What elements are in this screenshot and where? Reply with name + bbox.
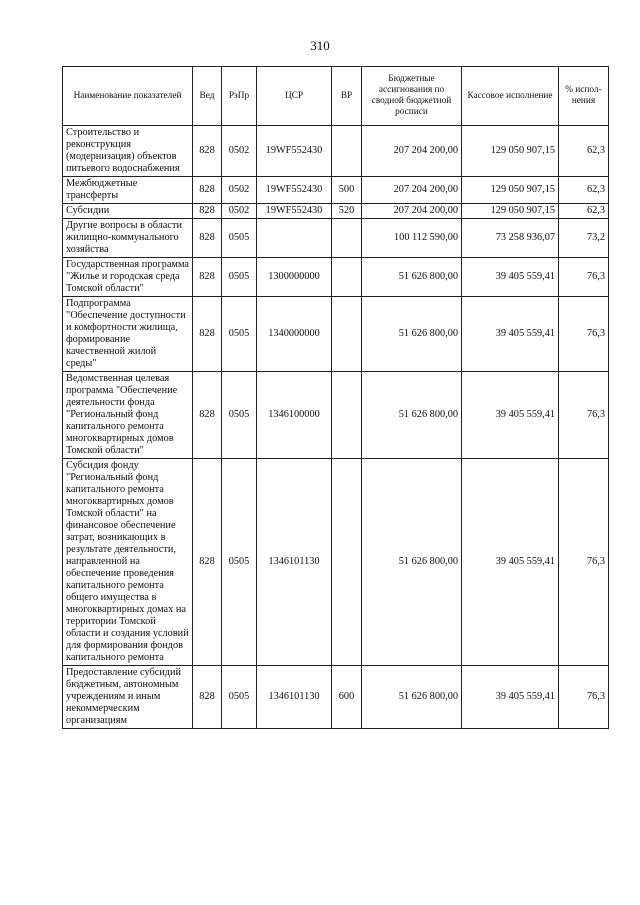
row-csr: 19WF552430 (257, 204, 332, 219)
row-vr (332, 258, 362, 297)
row-cash: 129 050 907,15 (462, 204, 559, 219)
row-rzpr: 0505 (222, 219, 257, 258)
row-name: Подпрограмма "Обеспечение доступности и комфортности жилища, формирование качественной жилой среды" (63, 297, 193, 372)
row-ved: 828 (193, 258, 222, 297)
row-csr: 19WF552430 (257, 126, 332, 177)
table-row (63, 177, 609, 204)
row-name: Строительство и реконструкция (модернизация) объектов питьевого водоснабжения (63, 126, 193, 177)
row-pct: 62,3 (559, 204, 609, 219)
table-row (63, 204, 609, 219)
row-vr: 500 (332, 177, 362, 204)
row-cash: 73 258 936,07 (462, 219, 559, 258)
header-csr: ЦСР (257, 67, 332, 126)
row-rzpr: 0502 (222, 177, 257, 204)
row-vr (332, 219, 362, 258)
table-row (63, 372, 609, 459)
row-vr (332, 459, 362, 666)
row-csr: 1346101130 (257, 459, 332, 666)
page-number: 310 (310, 38, 330, 53)
row-ved: 828 (193, 204, 222, 219)
row-name: Субсидия фонду "Региональный фонд капитального ремонта многоквартирных домов Томской области" на финансовое обеспечение затрат, возникающих в результате деятельности, направленной на обеспечение проведения капитального ремонта общего имущества в многоквартирных домах на территории Томской области и создания условий для формирования фондов капитального ремонта (63, 459, 193, 666)
header-budget: Бюджетные ассигнования по сводной бюджетной росписи (362, 67, 462, 126)
header-name: Наименование показателей (63, 67, 193, 126)
table-header-row (63, 67, 609, 126)
row-vr (332, 297, 362, 372)
row-name: Государственная программа "Жилье и городская среда Томской области" (63, 258, 193, 297)
row-name: Межбюджетные трансферты (63, 177, 193, 204)
header-rzpr: РзПр (222, 67, 257, 126)
row-csr (257, 219, 332, 258)
row-budget: 51 626 800,00 (362, 372, 462, 459)
row-budget: 51 626 800,00 (362, 459, 462, 666)
row-rzpr: 0505 (222, 297, 257, 372)
table-row (63, 258, 609, 297)
row-ved: 828 (193, 126, 222, 177)
row-ved: 828 (193, 666, 222, 729)
row-budget: 51 626 800,00 (362, 297, 462, 372)
row-csr: 1340000000 (257, 297, 332, 372)
table-row (63, 459, 609, 666)
row-csr: 19WF552430 (257, 177, 332, 204)
row-name: Другие вопросы в области жилищно-коммунального хозяйства (63, 219, 193, 258)
row-csr: 1346100000 (257, 372, 332, 459)
row-rzpr: 0505 (222, 258, 257, 297)
row-rzpr: 0502 (222, 204, 257, 219)
row-rzpr: 0505 (222, 459, 257, 666)
row-name: Ведомственная целевая программа "Обеспечение деятельности фонда "Региональный фонд капитального ремонта многоквартирных домов Томской области" (63, 372, 193, 459)
row-pct: 62,3 (559, 177, 609, 204)
row-pct: 76,3 (559, 258, 609, 297)
row-ved: 828 (193, 372, 222, 459)
row-vr (332, 372, 362, 459)
table-row (63, 219, 609, 258)
row-cash: 129 050 907,15 (462, 177, 559, 204)
row-name: Субсидии (63, 204, 193, 219)
row-csr: 1300000000 (257, 258, 332, 297)
row-budget: 51 626 800,00 (362, 258, 462, 297)
table-row (63, 297, 609, 372)
row-cash: 39 405 559,41 (462, 372, 559, 459)
row-pct: 62,3 (559, 126, 609, 177)
row-pct: 76,3 (559, 459, 609, 666)
header-ved: Вед (193, 67, 222, 126)
row-vr (332, 126, 362, 177)
budget-execution-table (62, 66, 609, 729)
row-cash: 39 405 559,41 (462, 297, 559, 372)
row-pct: 76,3 (559, 666, 609, 729)
row-vr: 520 (332, 204, 362, 219)
row-ved: 828 (193, 177, 222, 204)
header-pct: % испол-нения (559, 67, 609, 126)
row-budget: 207 204 200,00 (362, 204, 462, 219)
row-pct: 76,3 (559, 297, 609, 372)
row-cash: 39 405 559,41 (462, 258, 559, 297)
row-csr: 1346101130 (257, 666, 332, 729)
row-vr: 600 (332, 666, 362, 729)
row-cash: 39 405 559,41 (462, 459, 559, 666)
header-cash: Кассовое исполнение (462, 67, 559, 126)
row-ved: 828 (193, 219, 222, 258)
header-vr: ВР (332, 67, 362, 126)
row-pct: 76,3 (559, 372, 609, 459)
row-ved: 828 (193, 297, 222, 372)
row-budget: 51 626 800,00 (362, 666, 462, 729)
row-budget: 207 204 200,00 (362, 177, 462, 204)
row-cash: 39 405 559,41 (462, 666, 559, 729)
table-row (63, 666, 609, 729)
row-ved: 828 (193, 459, 222, 666)
row-rzpr: 0505 (222, 372, 257, 459)
row-rzpr: 0502 (222, 126, 257, 177)
table-row (63, 126, 609, 177)
row-cash: 129 050 907,15 (462, 126, 559, 177)
row-name: Предоставление субсидий бюджетным, автономным учреждениям и иным некоммерческим организациям (63, 666, 193, 729)
row-budget: 207 204 200,00 (362, 126, 462, 177)
row-budget: 100 112 590,00 (362, 219, 462, 258)
row-rzpr: 0505 (222, 666, 257, 729)
row-pct: 73,2 (559, 219, 609, 258)
